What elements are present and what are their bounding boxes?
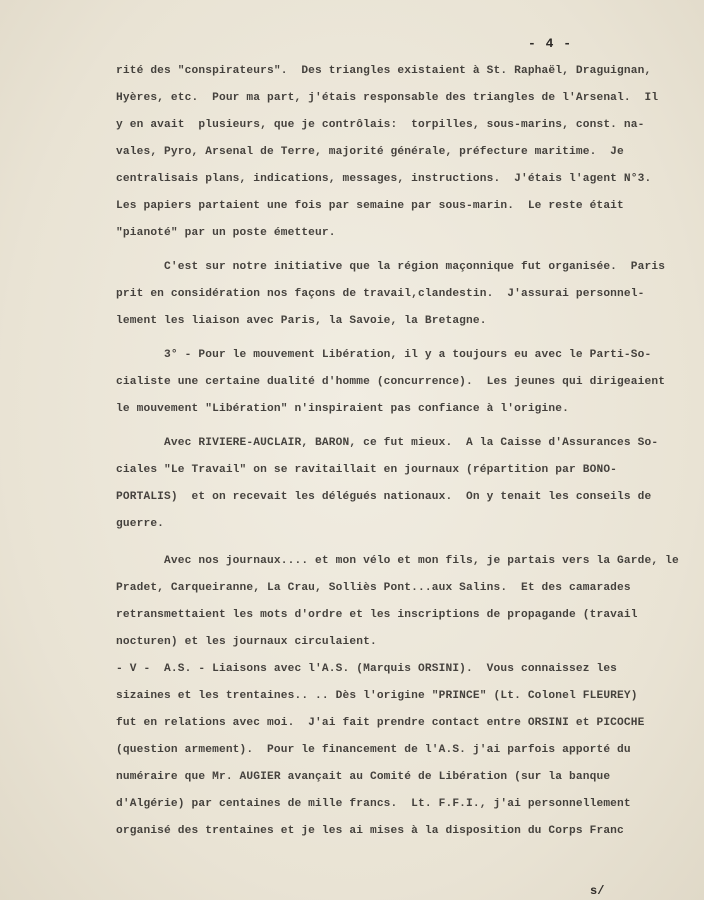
text-line: fut en relations avec moi. J'ai fait prendre contact entre ORSINI et PICOCHE xyxy=(116,717,645,729)
text-line: numéraire que Mr. AUGIER avançait au Comité de Libération (sur la banque xyxy=(116,771,611,783)
text-line: cialiste une certaine dualité d'homme (concurrence). Les jeunes qui dirigeaient xyxy=(116,376,666,388)
text-line: Pradet, Carqueiranne, La Crau, Solliès Pont...aux Salins. Et des camarades xyxy=(116,582,631,594)
text-line: y en avait plusieurs, que je contrôlais: torpilles, sous-marins, const. na- xyxy=(116,119,645,131)
text-line: lement les liaison avec Paris, la Savoie, la Bretagne. xyxy=(116,315,487,327)
text-line: Avec nos journaux.... et mon vélo et mon fils, je partais vers la Garde, le xyxy=(116,555,679,567)
text-line: 3° - Pour le mouvement Libération, il y a toujours eu avec le Parti-So- xyxy=(116,349,652,361)
text-line: C'est sur notre initiative que la région maçonnique fut organisée. Paris xyxy=(116,261,666,273)
text-line: Les papiers partaient une fois par semaine par sous-marin. Le reste était xyxy=(116,200,624,212)
text-line: prit en considération nos façons de travail,clandestin. J'assurai personnel- xyxy=(116,288,645,300)
text-line: guerre. xyxy=(116,518,165,530)
page-number: - 4 - xyxy=(528,36,573,51)
text-line: centralisais plans, indications, messages, instructions. J'étais l'agent N°3. xyxy=(116,173,652,185)
text-line: d'Algérie) par centaines de mille francs. Lt. F.F.I., j'ai personnellement xyxy=(116,798,631,810)
continuation-mark: s/ xyxy=(590,884,605,898)
text-line: (question armement). Pour le financement de l'A.S. j'ai parfois apporté du xyxy=(116,744,631,756)
text-line: sizaines et les trentaines.. .. Dès l'origine "PRINCE" (Lt. Colonel FLEUREY) xyxy=(116,690,638,702)
text-line: nocturen) et les journaux circulaient. xyxy=(116,636,377,648)
text-line: ciales "Le Travail" on se ravitaillait en journaux (répartition par BONO- xyxy=(116,464,618,476)
text-line: Hyères, etc. Pour ma part, j'étais responsable des triangles de l'Arsenal. Il xyxy=(116,92,659,104)
text-line: retransmettaient les mots d'ordre et les inscriptions de propagande (travail xyxy=(116,609,638,621)
text-line: PORTALIS) et on recevait les délégués nationaux. On y tenait les conseils de xyxy=(116,491,652,503)
text-line: vales, Pyro, Arsenal de Terre, majorité générale, préfecture maritime. Je xyxy=(116,146,624,158)
text-line: "pianoté" par un poste émetteur. xyxy=(116,227,336,239)
text-line: rité des "conspirateurs". Des triangles existaient à St. Raphaël, Draguignan, xyxy=(116,65,652,77)
text-line: Avec RIVIERE-AUCLAIR, BARON, ce fut mieux. A la Caisse d'Assurances So- xyxy=(116,437,659,449)
text-line: organisé des trentaines et je les ai mises à la disposition du Corps Franc xyxy=(116,825,624,837)
text-line: - V - A.S. - Liaisons avec l'A.S. (Marquis ORSINI). Vous connaissez les xyxy=(116,663,618,675)
text-line: le mouvement "Libération" n'inspiraient pas confiance à l'origine. xyxy=(116,403,569,415)
